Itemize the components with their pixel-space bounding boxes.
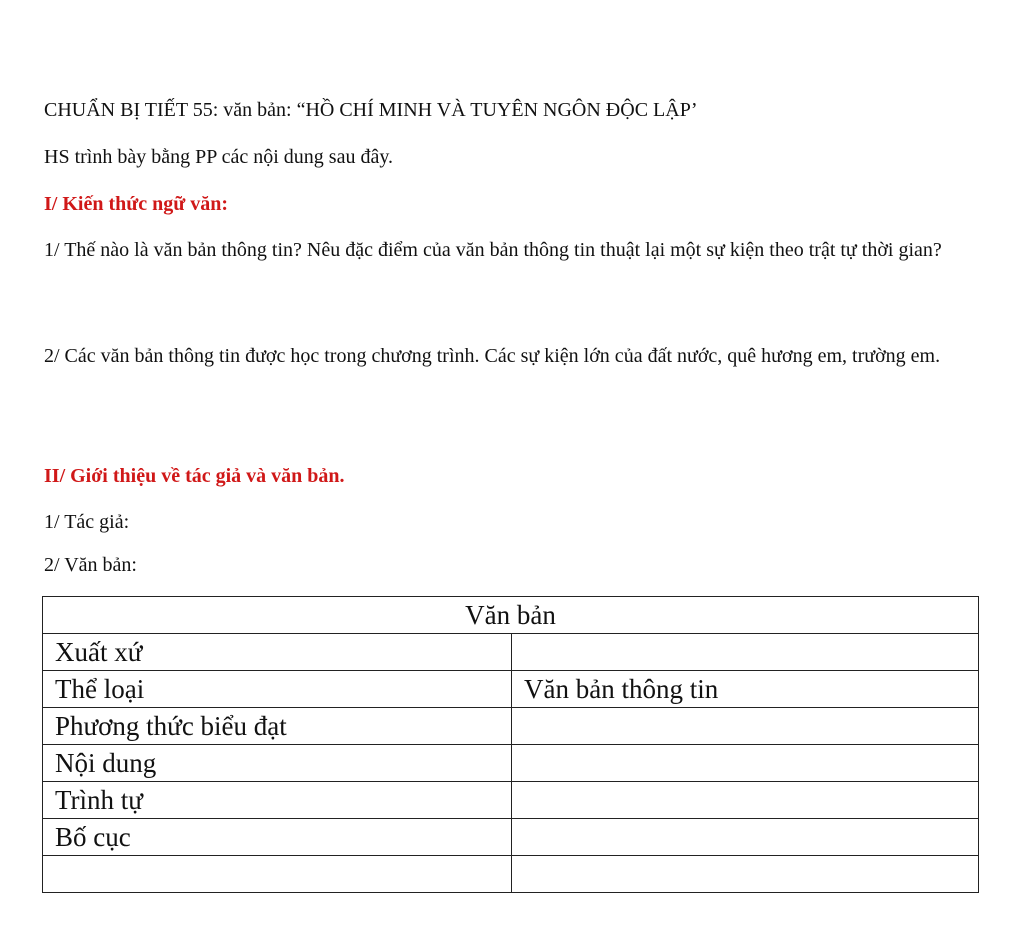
table-value-cell (512, 856, 979, 893)
table-row (43, 819, 979, 856)
text-info-table (42, 596, 979, 893)
table-row (43, 856, 979, 893)
table-row (43, 634, 979, 671)
document-title: CHUẨN BỊ TIẾT 55: văn bản: “HỒ CHÍ MINH VÀ TUYÊN NGÔN ĐỘC LẬP’ (44, 99, 698, 121)
question-1: 1/ Thế nào là văn bản thông tin? Nêu đặc điểm của văn bản thông tin thuật lại một sự kiện theo trật tự thời gian? (44, 239, 942, 261)
table-row (43, 745, 979, 782)
table-header-cell: Văn bản (43, 597, 979, 634)
intro-text: HS trình bày bằng PP các nội dung sau đây. (44, 146, 394, 168)
table-label-cell: Nội dung (43, 745, 512, 782)
table-label-cell: Trình tự (43, 782, 512, 819)
table-label-cell: Xuất xứ (43, 634, 512, 671)
table-label-cell (43, 856, 512, 893)
section-2-heading: II/ Giới thiệu về tác giả và văn bản. (44, 465, 345, 487)
author-item: 1/ Tác giả: (44, 511, 130, 533)
table-label-cell: Bố cục (43, 819, 512, 856)
table-label-cell: Thể loại (43, 671, 512, 708)
table-row (43, 782, 979, 819)
table-value-cell (512, 634, 979, 671)
table-label-cell: Phương thức biểu đạt (43, 708, 512, 745)
table-value-cell (512, 819, 979, 856)
table-value-cell (512, 782, 979, 819)
table-row (43, 671, 979, 708)
table-value-cell (512, 708, 979, 745)
table-header-row (43, 597, 979, 634)
table-value-cell (512, 745, 979, 782)
question-2: 2/ Các văn bản thông tin được học trong chương trình. Các sự kiện lớn của đất nước, quê hương em, trường em. (44, 345, 941, 367)
table-row (43, 708, 979, 745)
text-item: 2/ Văn bản: (44, 554, 137, 576)
section-1-heading: I/ Kiến thức ngữ văn: (44, 193, 229, 215)
table-value-cell: Văn bản thông tin (512, 671, 979, 708)
